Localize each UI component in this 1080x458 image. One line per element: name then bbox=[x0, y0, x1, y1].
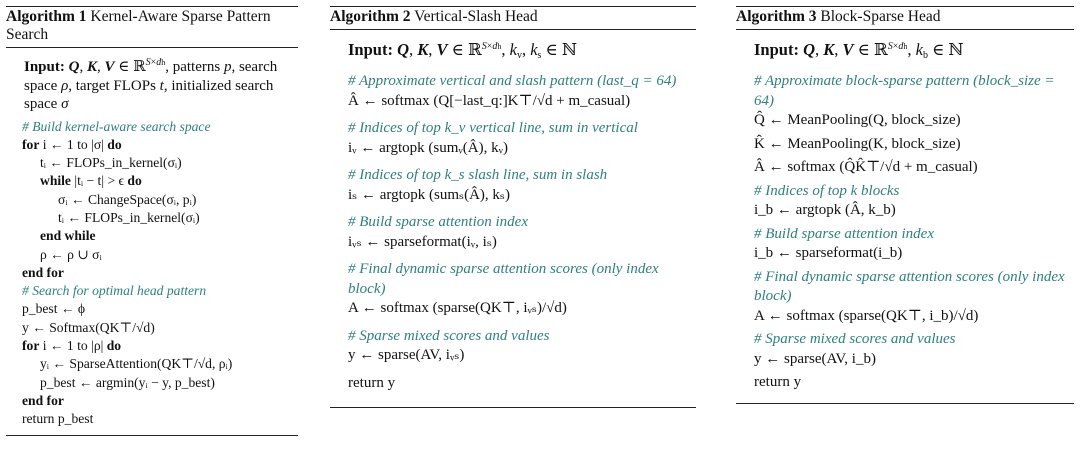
comment-line: # Search for optimal head pattern bbox=[22, 283, 207, 299]
code-line: tᵢ ← FLOPs_in_kernel(σᵢ) bbox=[40, 155, 182, 171]
code-line: return p_best bbox=[22, 411, 94, 427]
algorithm-title bbox=[736, 7, 1074, 29]
code-line: end for bbox=[22, 264, 64, 280]
code-line: σᵢ ← ChangeSpace(σᵢ, pᵢ) bbox=[58, 191, 197, 207]
input-math: Q, K, V ∈ ℝ$^{S\times dh}$, $k_b$ ∈ ℕ bbox=[803, 40, 964, 61]
comment-line: # Final dynamic sparse attention scores (only index block) bbox=[348, 261, 659, 297]
code-line: for i ← 1 to |ρ| do bbox=[22, 338, 122, 354]
algorithm-lines bbox=[22, 118, 298, 429]
algorithm-name: Block-Sparse Head bbox=[820, 8, 941, 25]
algorithm-title bbox=[330, 7, 696, 29]
comment-line: # Sparse mixed scores and values bbox=[348, 327, 550, 344]
comment-line: # Indices of top k_s slash line, sum in slash bbox=[348, 167, 608, 183]
code-line: for i ← 1 to |σ| do bbox=[22, 136, 122, 152]
algorithm-body bbox=[736, 30, 1074, 403]
code-line: A ← softmax (sparse(QK⊤, i_b)/√d) bbox=[754, 307, 979, 324]
algorithm-1 bbox=[6, 6, 298, 436]
code-line: p_best ← ϕ bbox=[22, 301, 86, 317]
input-label: Input: bbox=[754, 40, 799, 59]
input-math: Q, K, V ∈ ℝ$^{S\times dh}$, $k_v$, $k_s$ ∈ ℕ bbox=[397, 40, 577, 61]
input-label: Input: bbox=[24, 59, 65, 75]
code-line: Â ← softmax (Q̂K̂⊤/√d + m_casual) bbox=[754, 159, 978, 175]
code-line: iₛ ← argtopk (sumₛ(Â), kₛ) bbox=[348, 186, 510, 203]
code-line: K̂ ← MeanPooling(K, block_size) bbox=[754, 135, 961, 152]
algorithm-3 bbox=[736, 6, 1074, 404]
code-line: i_b ← sparseformat(i_b) bbox=[754, 245, 903, 261]
code-line: end for bbox=[22, 392, 64, 408]
code-line: return y bbox=[348, 374, 396, 391]
input-math: Q, K, V ∈ ℝ$^{S\times dh}$, bbox=[68, 57, 169, 75]
algorithm-number: Algorithm 2 bbox=[330, 8, 411, 25]
code-line: iᵥₛ ← sparseformat(iᵥ, iₛ) bbox=[348, 233, 497, 250]
code-line: p_best ← argmin(yᵢ − y, p_best) bbox=[40, 374, 215, 390]
comment-line: # Approximate block-sparse pattern (block_size = 64) bbox=[754, 73, 1055, 109]
algorithm-number: Algorithm 1 bbox=[6, 8, 87, 25]
code-line: ρ ← ρ ∪ σᵢ bbox=[40, 246, 102, 262]
code-line: tᵢ ← FLOPs_in_kernel(σᵢ) bbox=[58, 209, 200, 225]
code-line: return y bbox=[754, 374, 802, 390]
algorithm-2 bbox=[330, 6, 696, 408]
input-line bbox=[348, 36, 696, 66]
comment-line: # Build sparse attention index bbox=[754, 225, 934, 242]
algorithm-body bbox=[330, 30, 696, 407]
algorithm-body bbox=[6, 48, 298, 435]
code-line: end while bbox=[40, 228, 96, 244]
code-line: while |tᵢ − t| > ϵ do bbox=[40, 173, 142, 189]
bottom-rule bbox=[6, 435, 298, 436]
comment-line: # Indices of top k blocks bbox=[754, 182, 900, 199]
code-line: Â ← softmax (Q[−last_q:]K⊤/√d + m_casual) bbox=[348, 92, 631, 109]
input-label: Input: bbox=[348, 40, 393, 59]
code-line: Q̂ ← MeanPooling(Q, block_size) bbox=[754, 112, 961, 128]
comment-line: # Final dynamic sparse attention scores (only index block) bbox=[754, 268, 1065, 304]
input-rest-visible: patterns p, search space ρ, target FLOPs t, initialized search space σ bbox=[24, 59, 278, 112]
comment-line: # Indices of top k_v vertical line, sum in vertical bbox=[348, 120, 638, 136]
algorithm-lines bbox=[754, 72, 1074, 393]
code-line: y ← sparse(AV, iᵥₛ) bbox=[348, 347, 465, 363]
code-line: yᵢ ← SparseAttention(QK⊤/√d, ρᵢ) bbox=[40, 356, 233, 372]
algorithm-lines bbox=[348, 72, 696, 393]
algorithm-title bbox=[6, 7, 298, 47]
bottom-rule bbox=[330, 407, 696, 408]
code-line: A ← softmax (sparse(QK⊤, iᵥₛ)/√d) bbox=[348, 300, 567, 316]
bottom-rule bbox=[736, 403, 1074, 404]
input-line bbox=[754, 36, 1074, 66]
code-line: iᵥ ← argtopk (sumᵥ(Â), kᵥ) bbox=[348, 139, 509, 156]
comment-line: # Build sparse attention index bbox=[348, 214, 528, 230]
code-line: i_b ← argtopk (Â, k_b) bbox=[754, 202, 896, 218]
comment-line: # Approximate vertical and slash pattern (last_q = 64) bbox=[348, 73, 677, 89]
code-line: y ← sparse(AV, i_b) bbox=[754, 350, 876, 367]
algorithm-name: Kernel-Aware Sparse Pattern Search bbox=[6, 8, 271, 43]
algorithm-number: Algorithm 3 bbox=[736, 8, 817, 25]
input-line bbox=[22, 54, 298, 114]
algorithm-name: Vertical-Slash Head bbox=[414, 8, 538, 25]
code-line: y ← Softmax(QK⊤/√d) bbox=[22, 319, 155, 335]
comment-line: # Sparse mixed scores and values bbox=[754, 331, 956, 347]
comment-line: # Build kernel-aware search space bbox=[22, 118, 211, 134]
